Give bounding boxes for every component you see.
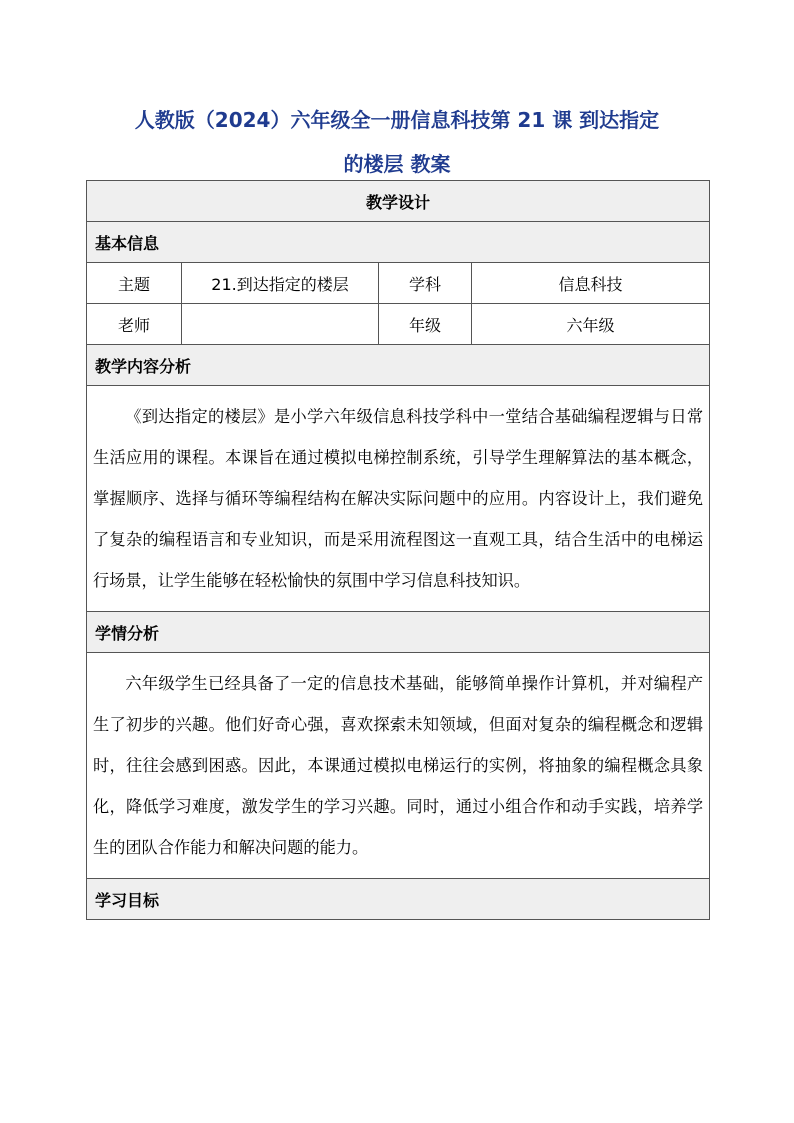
section-student-analysis: 学情分析 [87,612,710,653]
info-value-grade: 六年级 [472,304,710,345]
section-content-analysis: 教学内容分析 [87,345,710,386]
info-label-grade: 年级 [379,304,472,345]
info-row [87,304,710,345]
title-line-1: 人教版（2024）六年级全一册信息科技第 21 课 到达指定 [134,108,660,132]
info-label-teacher: 老师 [87,304,182,345]
table-header: 教学设计 [87,181,710,222]
title-line-2: 的楼层 教案 [343,152,451,176]
document-title [86,98,708,186]
info-row [87,263,710,304]
info-label-subject: 学科 [379,263,472,304]
section-basic-info: 基本信息 [87,222,710,263]
info-value-topic: 21.到达指定的楼层 [182,263,379,304]
lesson-plan-table [86,180,710,920]
section-learning-objectives: 学习目标 [87,879,710,920]
info-label-topic: 主题 [87,263,182,304]
info-value-subject: 信息科技 [472,263,710,304]
info-value-teacher [182,304,379,345]
student-analysis-text: 六年级学生已经具备了一定的信息技术基础，能够简单操作计算机，并对编程产生了初步的兴趣。他们好奇心强，喜欢探索未知领域，但面对复杂的编程概念和逻辑时，往往会感到困惑。因此，本课通过模拟电梯运行的实例，将抽象的编程概念具象化，降低学习难度，激发学生的学习兴趣。同时，通过小组合作和动手实践，培养学生的团队合作能力和解决问题的能力。 [87,653,710,879]
content-analysis-text: 《到达指定的楼层》是小学六年级信息科技学科中一堂结合基础编程逻辑与日常生活应用的课程。本课旨在通过模拟电梯控制系统，引导学生理解算法的基本概念，掌握顺序、选择与循环等编程结构在解决实际问题中的应用。内容设计上，我们避免了复杂的编程语言和专业知识，而是采用流程图这一直观工具，结合生活中的电梯运行场景，让学生能够在轻松愉快的氛围中学习信息科技知识。 [87,386,710,612]
